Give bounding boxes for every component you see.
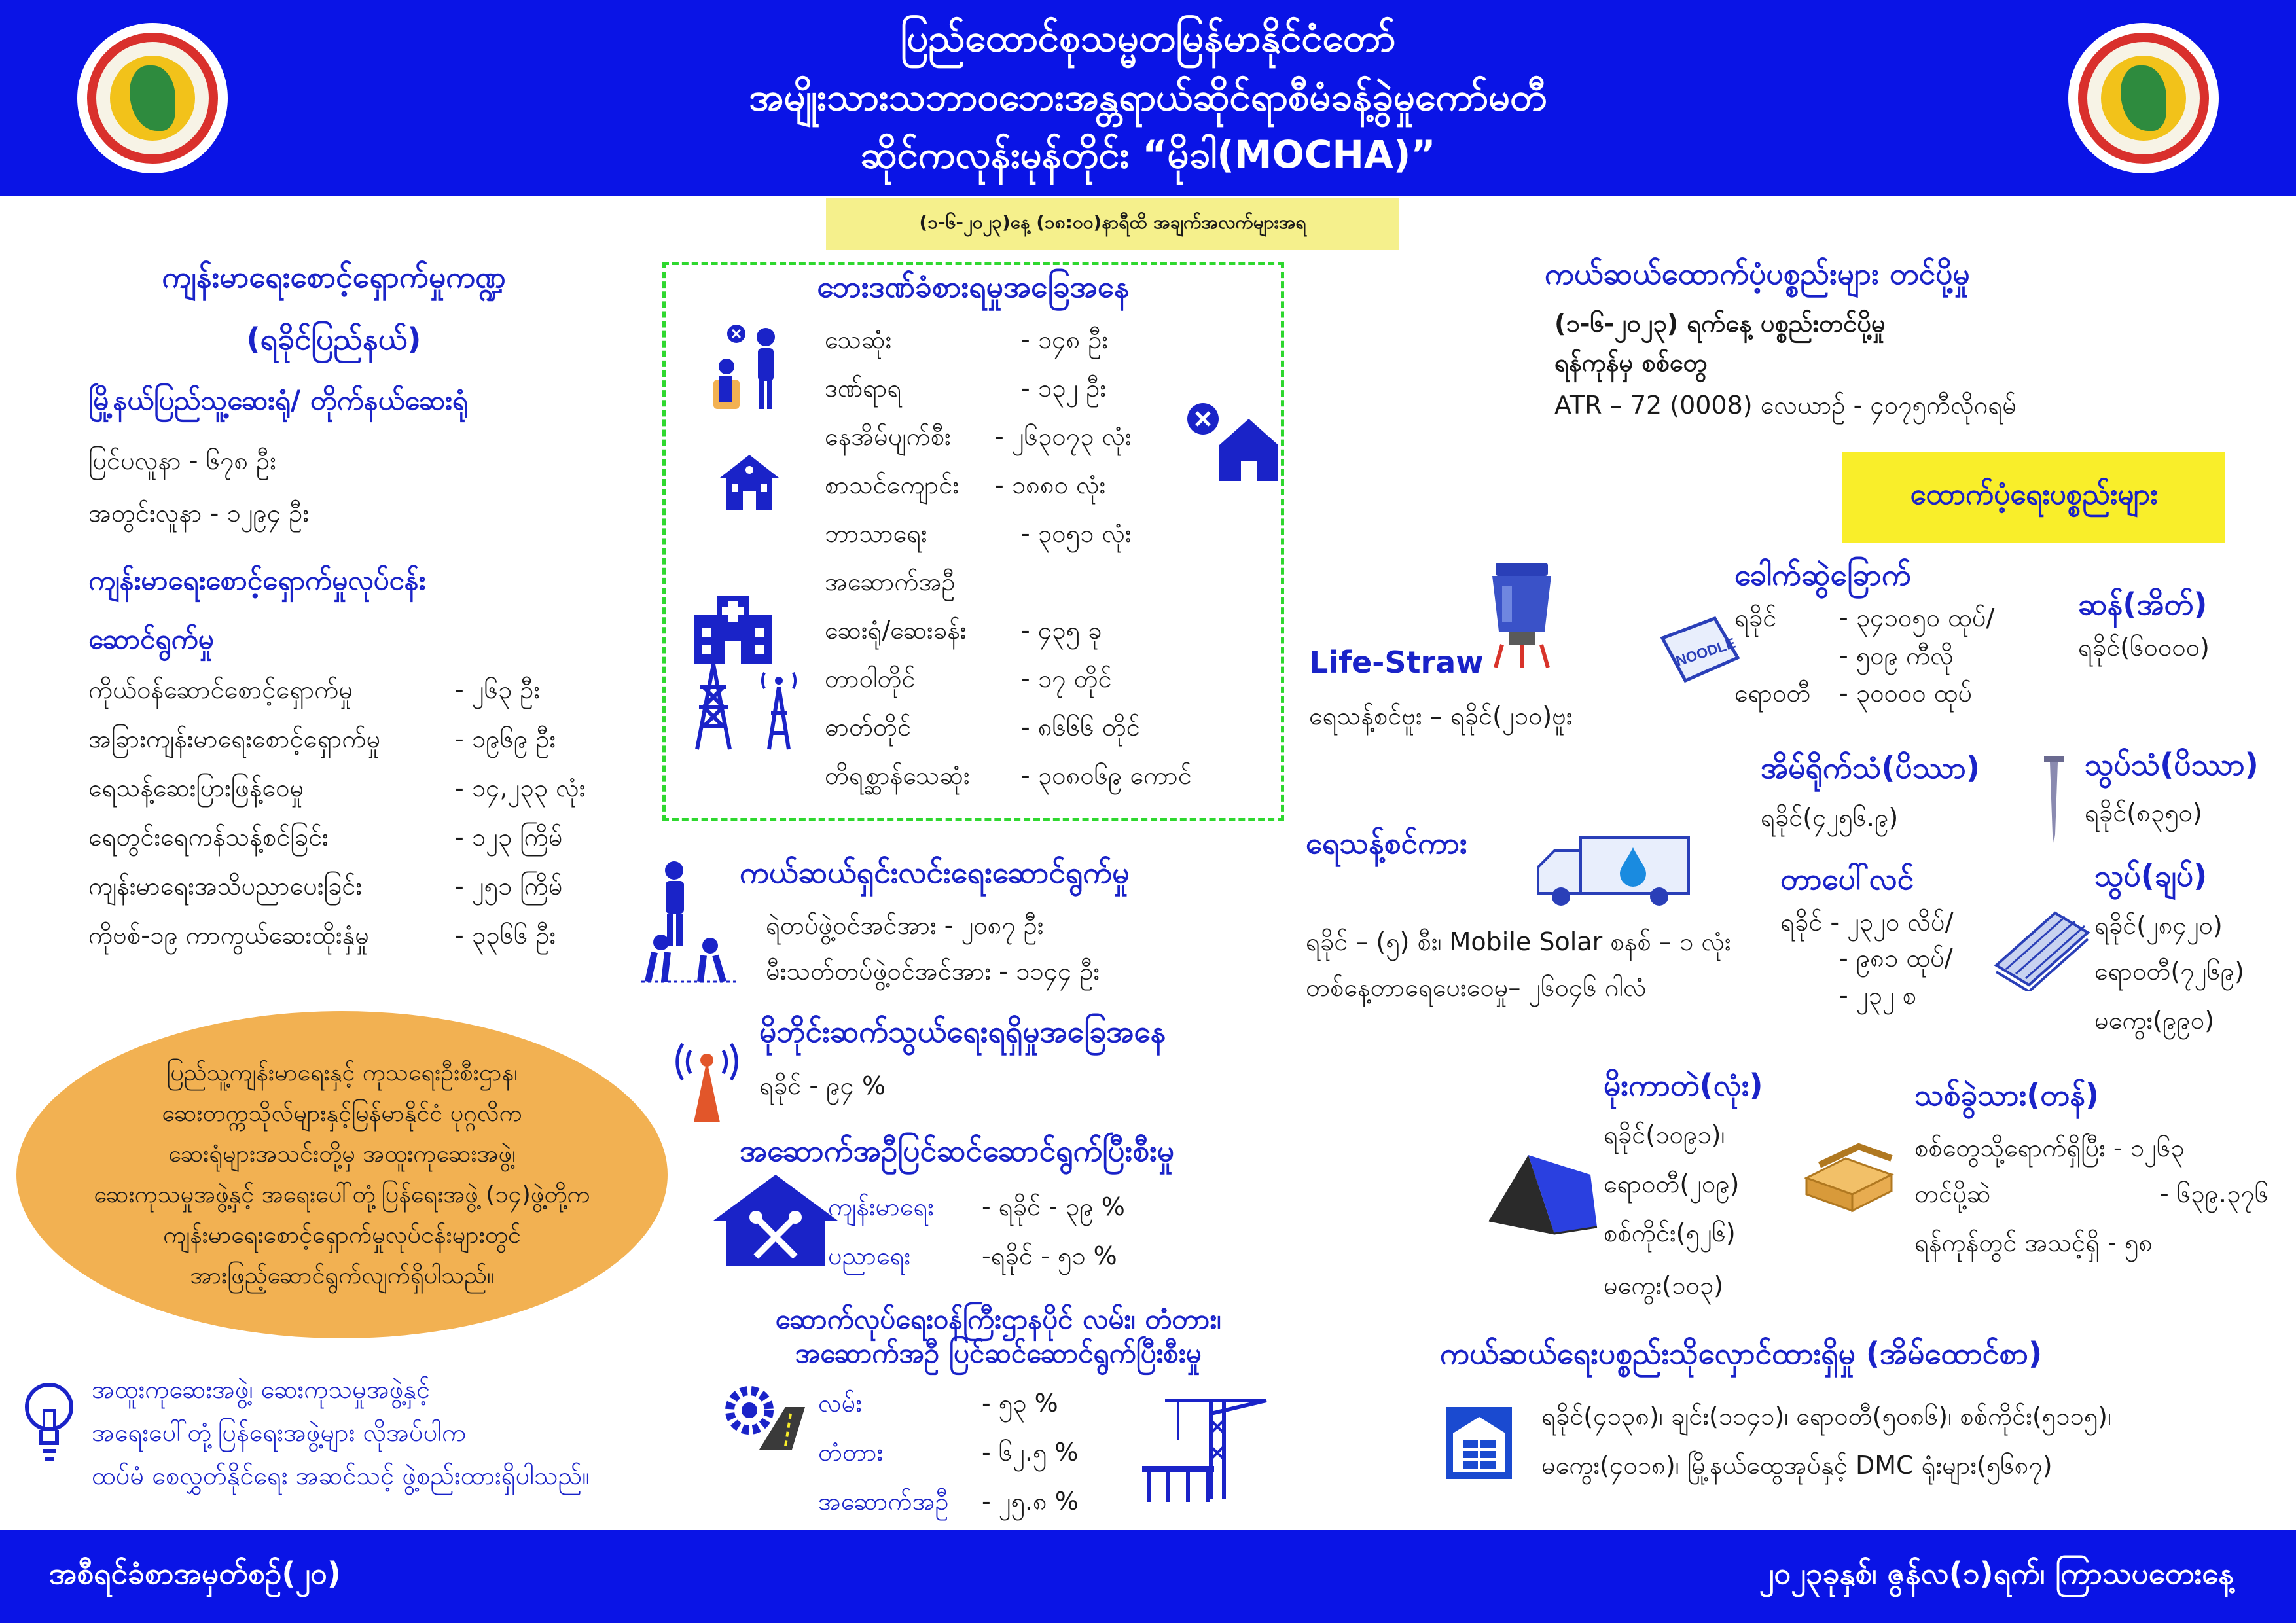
list-item: အခြားကျန်းမာရေးစောင့်ရှောက်မှု - ၁၉၆၉ ဦး (88, 724, 556, 753)
header-banner (0, 0, 2296, 196)
casualty-icon (707, 321, 792, 412)
svg-text:NOODLE: NOODLE (1674, 634, 1738, 669)
telecom-rakhine: ရခိုင် - ၉၄ % (759, 1071, 886, 1100)
outpatient-count: ပြင်ပလူနာ - ၆၇၈ ဦး (88, 446, 276, 475)
noodle-magway-value: - ၃၀၀၀၀ ထုပ် (1839, 679, 1973, 707)
footer-bar (0, 1530, 2296, 1623)
hospital-icon (687, 589, 779, 668)
timber-text-2-value: - ၆၃၉.၃၇၆ (2160, 1179, 2269, 1208)
list-item: စာသင်ကျောင်း - ၁၈၈၀ လုံး (825, 471, 1106, 499)
rebuild-edu-value: -ရခိုင် - ၅၁ % (982, 1241, 1117, 1270)
list-item: ကိုယ်ဝန်ဆောင်စောင့်ရှောက်မှု - ၂၆၃ ဦး (88, 675, 541, 704)
zinc-text-2: ရောဝတီ(၇၂၆၉) (2094, 957, 2244, 986)
firefighter-count: မီးသတ်တပ်ဖွဲ့ဝင်အင်အား - ၁၁၄၄ ဦး (766, 957, 1100, 986)
tent-text-4: မကွေး(၁၀၃) (1604, 1271, 1723, 1300)
rice-text: ရခိုင်(၆၀၀၀၀) (2078, 633, 2210, 662)
building-value: - ၂၅.၈ % (982, 1487, 1079, 1516)
timber-title: သစ်ခွဲသား(တန်) (1914, 1077, 2099, 1113)
rebuild-edu-label: ပညာရေး (828, 1241, 911, 1270)
list-item: ဒဏ်ရာရ - ၁၃၂ ဦး (825, 374, 1107, 402)
title-line-1: ပြည်ထောင်စုသမ္မတမြန်မာနိုင်ငံတော် (900, 16, 1396, 60)
date-note: (၁-၆-၂၀၂၃)နေ့ (၁၈:၀၀)နာရီထိ အချက်အလက်များအရ (826, 198, 1399, 250)
bolt-title: သွပ်သံ(ပိဿာ) (2085, 747, 2259, 782)
health-title: ကျန်းမာရေးစောင့်ရှောက်မှုကဏ္ဍ (162, 259, 506, 294)
timber-icon (1800, 1139, 1898, 1217)
list-item: နေအိမ်ပျက်စီး - ၂၆၃၀၇၃ လုံး (825, 422, 1132, 451)
water-filter-icon (1482, 560, 1561, 671)
medical-team-note: ပြည်သူ့ကျန်းမာရေးနှင့် ကုသရေးဦးစီးဌာန၊ ဆေးတက္ကသိုလ်များနှင့်မြန်မာနိုင်ငံ ပုဂ္ဂလိက ဆေးရုံများအသင်းတို့မှ အထူးကုဆေးအဖွဲ့၊ ဆေးကုသမှုအဖွဲ့နှင့် အရေးပေါ်တုံ့ပြန်ရေးအဖွဲ့ (၁၄)ဖွဲ့တို့က ကျန်းမာရေးစောင့်ရှောက်မှုလုပ်ငန်းများတွင် အားဖြည့်ဆောင်ရွက်လျက်ရှိပါသည်။ (16, 1011, 668, 1338)
lifestraw-title: Life-Straw (1309, 645, 1484, 680)
list-item: ကျန်းမာရေးအသိပညာပေးခြင်း - ၂၅၁ ကြိမ် (88, 872, 563, 901)
tent-text-3: စစ်ကိုင်း(၅၂၆) (1604, 1219, 1736, 1247)
telecom-title: မိုဘိုင်းဆက်သွယ်ရေးရရှိမှုအခြေအနေ (759, 1014, 1166, 1049)
transport-aircraft: ATR – 72 (0008) လေယာဉ် - ၄၀၇၅ကီလိုဂရမ် (1554, 391, 2017, 419)
bridge-value: - ၆၂.၅ % (982, 1438, 1079, 1467)
services-title-1: ကျန်းမာရေးစောင့်ရှောက်မှုလုပ်ငန်း (88, 564, 426, 596)
power-tower-icon (687, 661, 805, 753)
water-truck-title: ရေသန့်စင်ကား (1306, 825, 1467, 861)
report-number: အစီရင်ခံစာအမှတ်စဉ်(၂၀) (49, 1556, 341, 1591)
list-item: ဘာသာရေး - ၃၀၅၁ လုံး (825, 519, 1132, 548)
report-date: ၂၀၂၃ခုနှစ်၊ ဇွန်လ(၁)ရက်၊ ကြာသပတေးနေ့ (1759, 1556, 2234, 1591)
list-item: ဆေးရုံ/ဆေးခန်း - ၄၃၅ ခု (825, 616, 1102, 645)
list-item: တာဝါတိုင် - ၁၇ တိုင် (825, 664, 1112, 693)
nail-icon (2041, 753, 2067, 844)
tarp-text-3: - ၂၃၂ စ (1839, 981, 1916, 1010)
supplies-box-title: ထောက်ပံ့ရေးပစ္စည်းများ (1842, 452, 2225, 543)
water-truck-text-1: ရခိုင် – (၅) စီး၊ Mobile Solar စနစ် – ၁ လုံး (1306, 927, 1731, 956)
tarp-text-2: - ၉၈၁ ထုပ်/ (1839, 944, 1953, 972)
tent-text-2: ရောဝတီ(၂၀၉) (1604, 1169, 1740, 1198)
cell-tower-icon (671, 1041, 743, 1126)
noodle-magway-label: ရောဝတီ (1734, 679, 1811, 707)
noodle-icon (1656, 612, 1741, 690)
tent-icon (1482, 1149, 1600, 1240)
zinc-title: သွပ်(ချပ်) (2094, 858, 2208, 893)
rebuild-health-label: ကျန်းမာရေး (828, 1192, 934, 1221)
road-label: လမ်း (818, 1389, 862, 1418)
water-truck-icon (1535, 831, 1692, 910)
emblem-logo-right (2068, 23, 2219, 173)
noodle-rakhine-value: - ၃၄၁၀၅၀ ထုပ်/ (1839, 603, 1995, 632)
bridge-label: တံတား (818, 1438, 884, 1467)
transport-date: (၁-၆-၂၀၂၃) ရက်နေ့ ပစ္စည်းတင်ပို့မှု (1554, 309, 1886, 338)
warehouse-icon (1443, 1404, 1515, 1482)
tent-text-1: ရခိုင်(၁၀၉၁)၊ (1604, 1120, 1725, 1149)
list-item: အဆောက်အဦ (825, 567, 956, 596)
list-item: တိရစ္ဆာန်သေဆုံး - ၃၀၈၀၆၉ ကောင် (825, 761, 1192, 790)
noodle-title: ခေါက်ဆွဲခြောက် (1734, 557, 1911, 592)
list-item: ရေသန့်ဆေးပြားဖြန့်ဝေမှု - ၁၄,၂၃၃ လုံး (88, 774, 586, 802)
rebuild-health-value: - ရခိုင် - ၃၉ % (982, 1192, 1125, 1221)
transport-route: ရန်ကုန်မှ စစ်တွေ (1554, 348, 1708, 377)
list-item: သေဆုံး - ၁၄၈ ဦး (825, 325, 1109, 354)
warehouse-title: ကယ်ဆယ်ရေးပစ္စည်းသိုလှောင်ထားရှိမှု (အိမ်ထောင်စာ) (1440, 1336, 2043, 1371)
cleanup-title: ကယ်ဆယ်ရှင်းလင်းရေးဆောင်ရွက်မှု (740, 855, 1130, 890)
emblem-logo-left (77, 23, 228, 173)
lifestraw-text: ရေသန့်စင်ဗူး – ရခိုင်(၂၁၀)ဗူး (1309, 702, 1573, 730)
tarp-text-1: ရခိုင် - ၂၃၂၀ လိပ်/ (1780, 908, 1954, 936)
relief-transport-title: ကယ်ဆယ်ထောက်ပံ့ပစ္စည်းများ တင်ပို့မှု (1545, 256, 1970, 291)
warehouse-line-1: ရခိုင်(၄၁၃၈)၊ ချင်း(၁၁၄၁)၊ ရောဝတီ(၅၀၈၆)၊ စစ်ကိုင်း(၅၁၁၅)၊ (1541, 1402, 2112, 1431)
lightbulb-icon (20, 1374, 79, 1472)
damage-title: ဘေးဒဏ်ခံစားရမှုအခြေအနေ (817, 269, 1130, 304)
school-icon (713, 445, 785, 517)
bolt-text: ရခိုင်(၈၃၅၀) (2085, 798, 2202, 827)
construction-title: ဆောက်လုပ်ရေးဝန်ကြီးဌာနပိုင် လမ်း၊ တံတား၊ အဆောက်အဦ ပြင်ဆင်ဆောင်ရွက်ပြီးစီးမှု (775, 1303, 1221, 1369)
damage-list (825, 324, 1283, 808)
timber-text-2: တင်ပို့ဆဲ (1914, 1179, 1991, 1208)
zinc-text-1: ရခိုင်(၂၈၄၂၀) (2094, 911, 2223, 940)
list-item: ကိုဗစ်-၁၉ ကာကွယ်ဆေးထိုးနှံမှု - ၃၃၆၆ ဦး (88, 921, 556, 950)
rebuild-title: အဆောက်အဦပြင်ဆင်ဆောင်ရွက်ပြီးစီးမှု (740, 1133, 1174, 1168)
timber-text-1: စစ်တွေသို့ရောက်ရှိပြီး - ၁၂၆၃ (1914, 1133, 2185, 1162)
list-item: ဓာတ်တိုင် - ၈၆၆၆ တိုင် (825, 713, 1140, 741)
title-line-3: ဆိုင်ကလုန်းမုန်တိုင်း “မိုခါ(MOCHA)” (860, 132, 1436, 177)
rice-title: ဆန်(အိတ်) (2078, 586, 2208, 622)
rescue-workers-icon (638, 857, 743, 988)
health-services-list (88, 674, 664, 969)
nail-text: ရခိုင်(၄၂၅၆.၉) (1761, 803, 1899, 832)
zinc-sheets-icon (1990, 906, 2094, 991)
tent-title: မိုးကာတဲ(လုံး) (1604, 1067, 1763, 1103)
house-repair-icon (710, 1171, 841, 1270)
police-count: ရဲတပ်ဖွဲ့ဝင်အင်အား - ၂၀၈၇ ဦး (766, 911, 1044, 940)
water-truck-text-2: တစ်နေ့တာရေပေးဝေမှု– ၂၆၀၄၆ ဂါလံ (1306, 973, 1647, 1002)
building-label: အဆောက်အဦ (818, 1487, 949, 1516)
noodle-rakhine-label: ရခိုင် (1734, 603, 1777, 632)
warehouse-line-2: မကွေး(၄၀၁၈)၊ မြို့နယ်ထွေအုပ်နှင့် DMC ရုံးများ(၅၆၈၇) (1541, 1451, 2053, 1480)
road-value: - ၅၃ % (982, 1389, 1058, 1418)
standby-teams-note: အထူးကုဆေးအဖွဲ့၊ ဆေးကုသမှုအဖွဲ့နှင့် အရေးပေါ်တုံ့ပြန်ရေးအဖွဲ့များ လိုအပ်ပါက ထပ်မံ စေလွှတ်နိုင်ရေး အဆင်သင့် ဖွဲ့စည်းထားရှိပါသည်။ (92, 1375, 590, 1490)
road-gear-icon (720, 1381, 812, 1453)
noodle-rakhine-value-2: - ၅၀၉ ကီလို (1839, 641, 1954, 670)
nail-title: အိမ်ရိုက်သံ(ပိဿာ) (1761, 750, 1980, 785)
inpatient-count: အတွင်းလူနာ - ၁၂၉၄ ဦး (88, 499, 309, 527)
list-item: ရေတွင်းရေကန်သန့်စင်ခြင်း - ၁၂၃ ကြိမ် (88, 823, 563, 851)
title-line-2: အမျိုးသားသဘာဝဘေးအန္တရာယ်ဆိုင်ရာစီမံခန့်ခွဲမှုကော်မတီ (749, 75, 1547, 119)
zinc-text-3: မကွေး(၉၉၀) (2094, 1006, 2214, 1035)
construction-crane-icon (1139, 1394, 1270, 1505)
services-title-2: ဆောင်ရွက်မှု (88, 623, 214, 655)
timber-text-3: ရန်ကုန်တွင် အသင့်ရှိ - ၅၈ (1914, 1228, 2153, 1257)
health-subtitle: (ရခိုင်ပြည်နယ်) (246, 321, 422, 357)
tarp-title: တာပေါ်လင် (1780, 861, 1914, 897)
hospital-title: မြို့နယ်ပြည်သူ့ဆေးရုံ/ တိုက်နယ်ဆေးရုံ (88, 384, 468, 416)
